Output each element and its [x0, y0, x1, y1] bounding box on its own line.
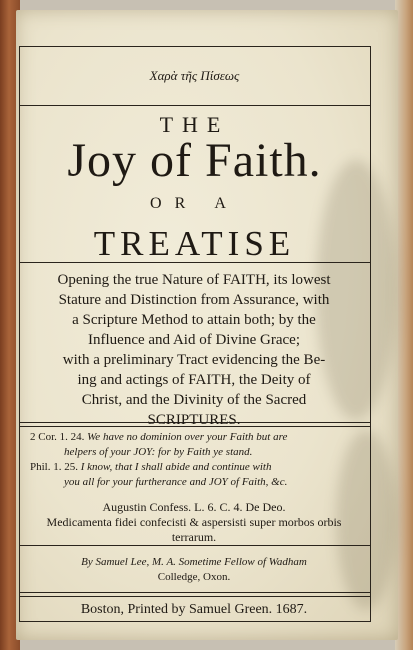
description-line: Influence and Aid of Divine Grace;	[88, 332, 300, 348]
scripture-text: helpers of your JOY: for by Faith ye stand.	[64, 446, 253, 458]
greek-heading: Χαρὰ τῆς Πίσεως	[149, 68, 240, 83]
book-title: Joy of Faith.	[67, 134, 322, 187]
scripture-ref: Phil. 1. 25.	[30, 461, 78, 473]
scripture-ref: 2 Cor. 1. 24.	[30, 431, 85, 443]
title-or-a: OR A	[150, 195, 239, 212]
scripture-line	[30, 430, 366, 445]
rule	[20, 105, 370, 106]
title-treatise: TREATISE	[93, 224, 296, 263]
description-line: ing and actings of FAITH, the Deity of	[77, 372, 311, 388]
augustin-line: terrarum.	[171, 530, 217, 544]
description	[24, 270, 364, 430]
author-line: Colledge, Oxon.	[157, 571, 231, 583]
scripture-text: you all for your furtherance and JOY of Faith, &c.	[64, 476, 288, 488]
scripture-text: I know, that I shall abide and continue with	[80, 461, 272, 473]
scripture-citations	[30, 430, 366, 490]
description-line: SCRIPTURES.	[147, 412, 241, 428]
double-rule	[20, 592, 370, 597]
bottom-rule	[20, 621, 370, 622]
description-line: a Scripture Method to attain both; by the	[72, 312, 316, 328]
scripture-text: We have no dominion over your Faith but are	[87, 431, 288, 443]
description-line: with a preliminary Tract evidencing the Be-	[62, 352, 326, 368]
augustin-line: Medicamenta fidei confecisti & aspersisti super morbos orbis	[46, 515, 342, 529]
augustin-quote	[24, 500, 364, 545]
author-line: By Samuel Lee, M. A. Sometime Fellow of Wadham	[81, 556, 307, 568]
scripture-line	[30, 460, 366, 475]
top-rule	[20, 46, 370, 47]
description-line: Christ, and the Divinity of the Sacred	[81, 392, 307, 408]
title-the: THE	[159, 112, 230, 137]
description-line: Opening the true Nature of FAITH, its lowest	[57, 272, 331, 288]
description-line: Stature and Distinction from Assurance, with	[58, 292, 330, 308]
author-credit	[24, 555, 364, 585]
augustin-line: Augustin Confess. L. 6. C. 4. De Deo.	[102, 500, 286, 514]
rule	[20, 545, 370, 546]
imprint: Boston, Printed by Samuel Green. 1687.	[80, 602, 308, 617]
